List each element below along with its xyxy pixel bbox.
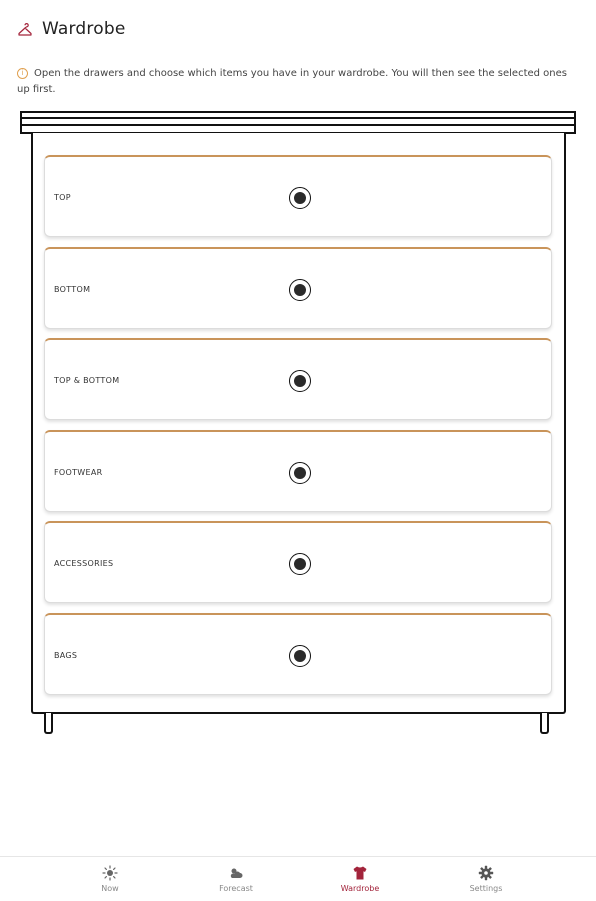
nav-item-settings[interactable] [426, 857, 546, 901]
drawer-top[interactable] [44, 155, 552, 237]
drawer-knob[interactable] [289, 279, 311, 301]
drawer-knob[interactable] [289, 370, 311, 392]
nav-label: Settings [469, 884, 503, 893]
nav-label: Forecast [219, 884, 253, 893]
page-title: Wardrobe [42, 19, 126, 39]
hanger-icon [17, 22, 33, 38]
gear-icon [478, 865, 494, 881]
info-text: Open the drawers and choose which items you have in your wardrobe. You will then see the selected ones up first. [17, 68, 568, 95]
cloud-sun-icon [228, 865, 244, 881]
sun-icon [102, 865, 118, 881]
drawer-knob[interactable] [289, 187, 311, 209]
nav-item-now[interactable] [50, 857, 170, 901]
dresser-leg-right [540, 713, 549, 734]
info-icon: i [17, 68, 28, 79]
drawer-label: TOP & BOTTOM [54, 376, 120, 385]
drawer-knob[interactable] [289, 553, 311, 575]
dresser-top [20, 111, 576, 134]
drawer-label: TOP [54, 193, 71, 202]
drawer-label: ACCESSORIES [54, 559, 114, 568]
drawer-accessories[interactable] [44, 521, 552, 603]
drawer-footwear[interactable] [44, 430, 552, 512]
drawer-label: FOOTWEAR [54, 468, 103, 477]
info-message [17, 66, 577, 98]
drawer-knob[interactable] [289, 462, 311, 484]
nav-item-forecast[interactable] [176, 857, 296, 901]
drawer-label: BOTTOM [54, 285, 91, 294]
drawer-knob[interactable] [289, 645, 311, 667]
nav-label: Now [101, 884, 119, 893]
dresser-leg-left [44, 713, 53, 734]
app-header [0, 0, 596, 58]
bottom-navigation [0, 856, 596, 901]
shirt-icon [352, 865, 368, 881]
drawer-bottom[interactable] [44, 247, 552, 329]
drawer-bags[interactable] [44, 613, 552, 695]
nav-label: Wardrobe [340, 884, 380, 893]
drawer-top-and-bottom[interactable] [44, 338, 552, 420]
nav-item-wardrobe[interactable] [300, 857, 420, 901]
drawer-label: BAGS [54, 651, 78, 660]
